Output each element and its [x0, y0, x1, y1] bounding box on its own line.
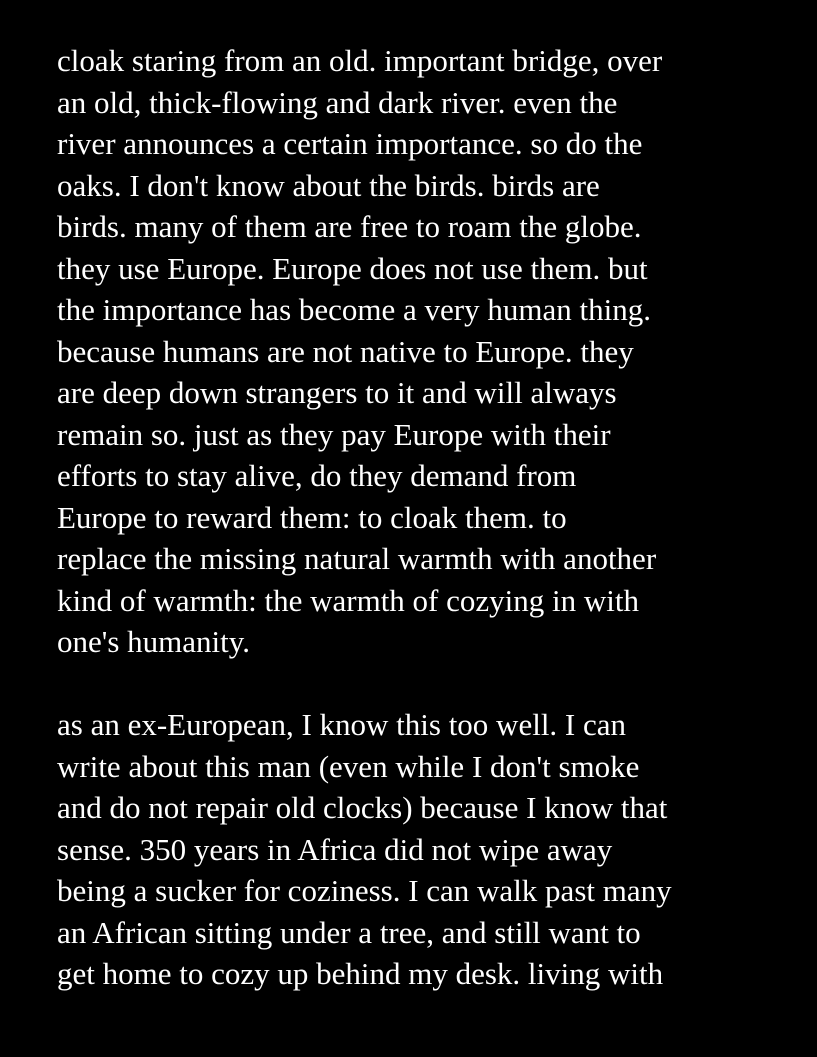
text-line: Europe to reward them: to cloak them. to [57, 499, 567, 535]
text-line: birds. many of them are free to roam the globe. [57, 209, 642, 244]
text-line: an African sitting under a tree, and still want to [57, 914, 641, 950]
text-line: efforts to stay alive, do they demand from [57, 458, 577, 493]
text-line: oaks. I don't know about the birds. birds are [57, 167, 600, 203]
text-line: an old, thick-flowing and dark river. even the [57, 84, 618, 120]
text-line: cloak staring from an old. important bridge, over [57, 43, 663, 78]
text-line: they use Europe. Europe does not use them. but [57, 250, 648, 286]
text-line: one's humanity. [57, 624, 250, 659]
text-line: the importance has become a very human thing. [57, 292, 651, 327]
text-line: as an ex-European, I know this too well. I can [57, 707, 627, 742]
text-line: replace the missing natural warmth with another [57, 541, 657, 576]
text-line: sense. 350 years in Africa did not wipe away [57, 831, 613, 867]
text-line: and do not repair old clocks) because I know that [57, 790, 668, 825]
text-line: are deep down strangers to it and will always [57, 375, 617, 410]
text-line: being a sucker for coziness. I can walk past many [57, 873, 672, 908]
text-body [57, 40, 797, 995]
paragraph-2 [57, 704, 797, 995]
text-line: kind of warmth: the warmth of cozying in with [57, 582, 639, 618]
paragraph-1 [57, 40, 797, 663]
text-line: because humans are not native to Europe. they [57, 333, 634, 369]
text-line: remain so. just as they pay Europe with their [57, 416, 611, 452]
text-line: get home to cozy up behind my desk. living with [57, 956, 664, 991]
text-line: write about this man (even while I don't smoke [57, 748, 640, 784]
text-line: river announces a certain importance. so do the [57, 126, 643, 161]
